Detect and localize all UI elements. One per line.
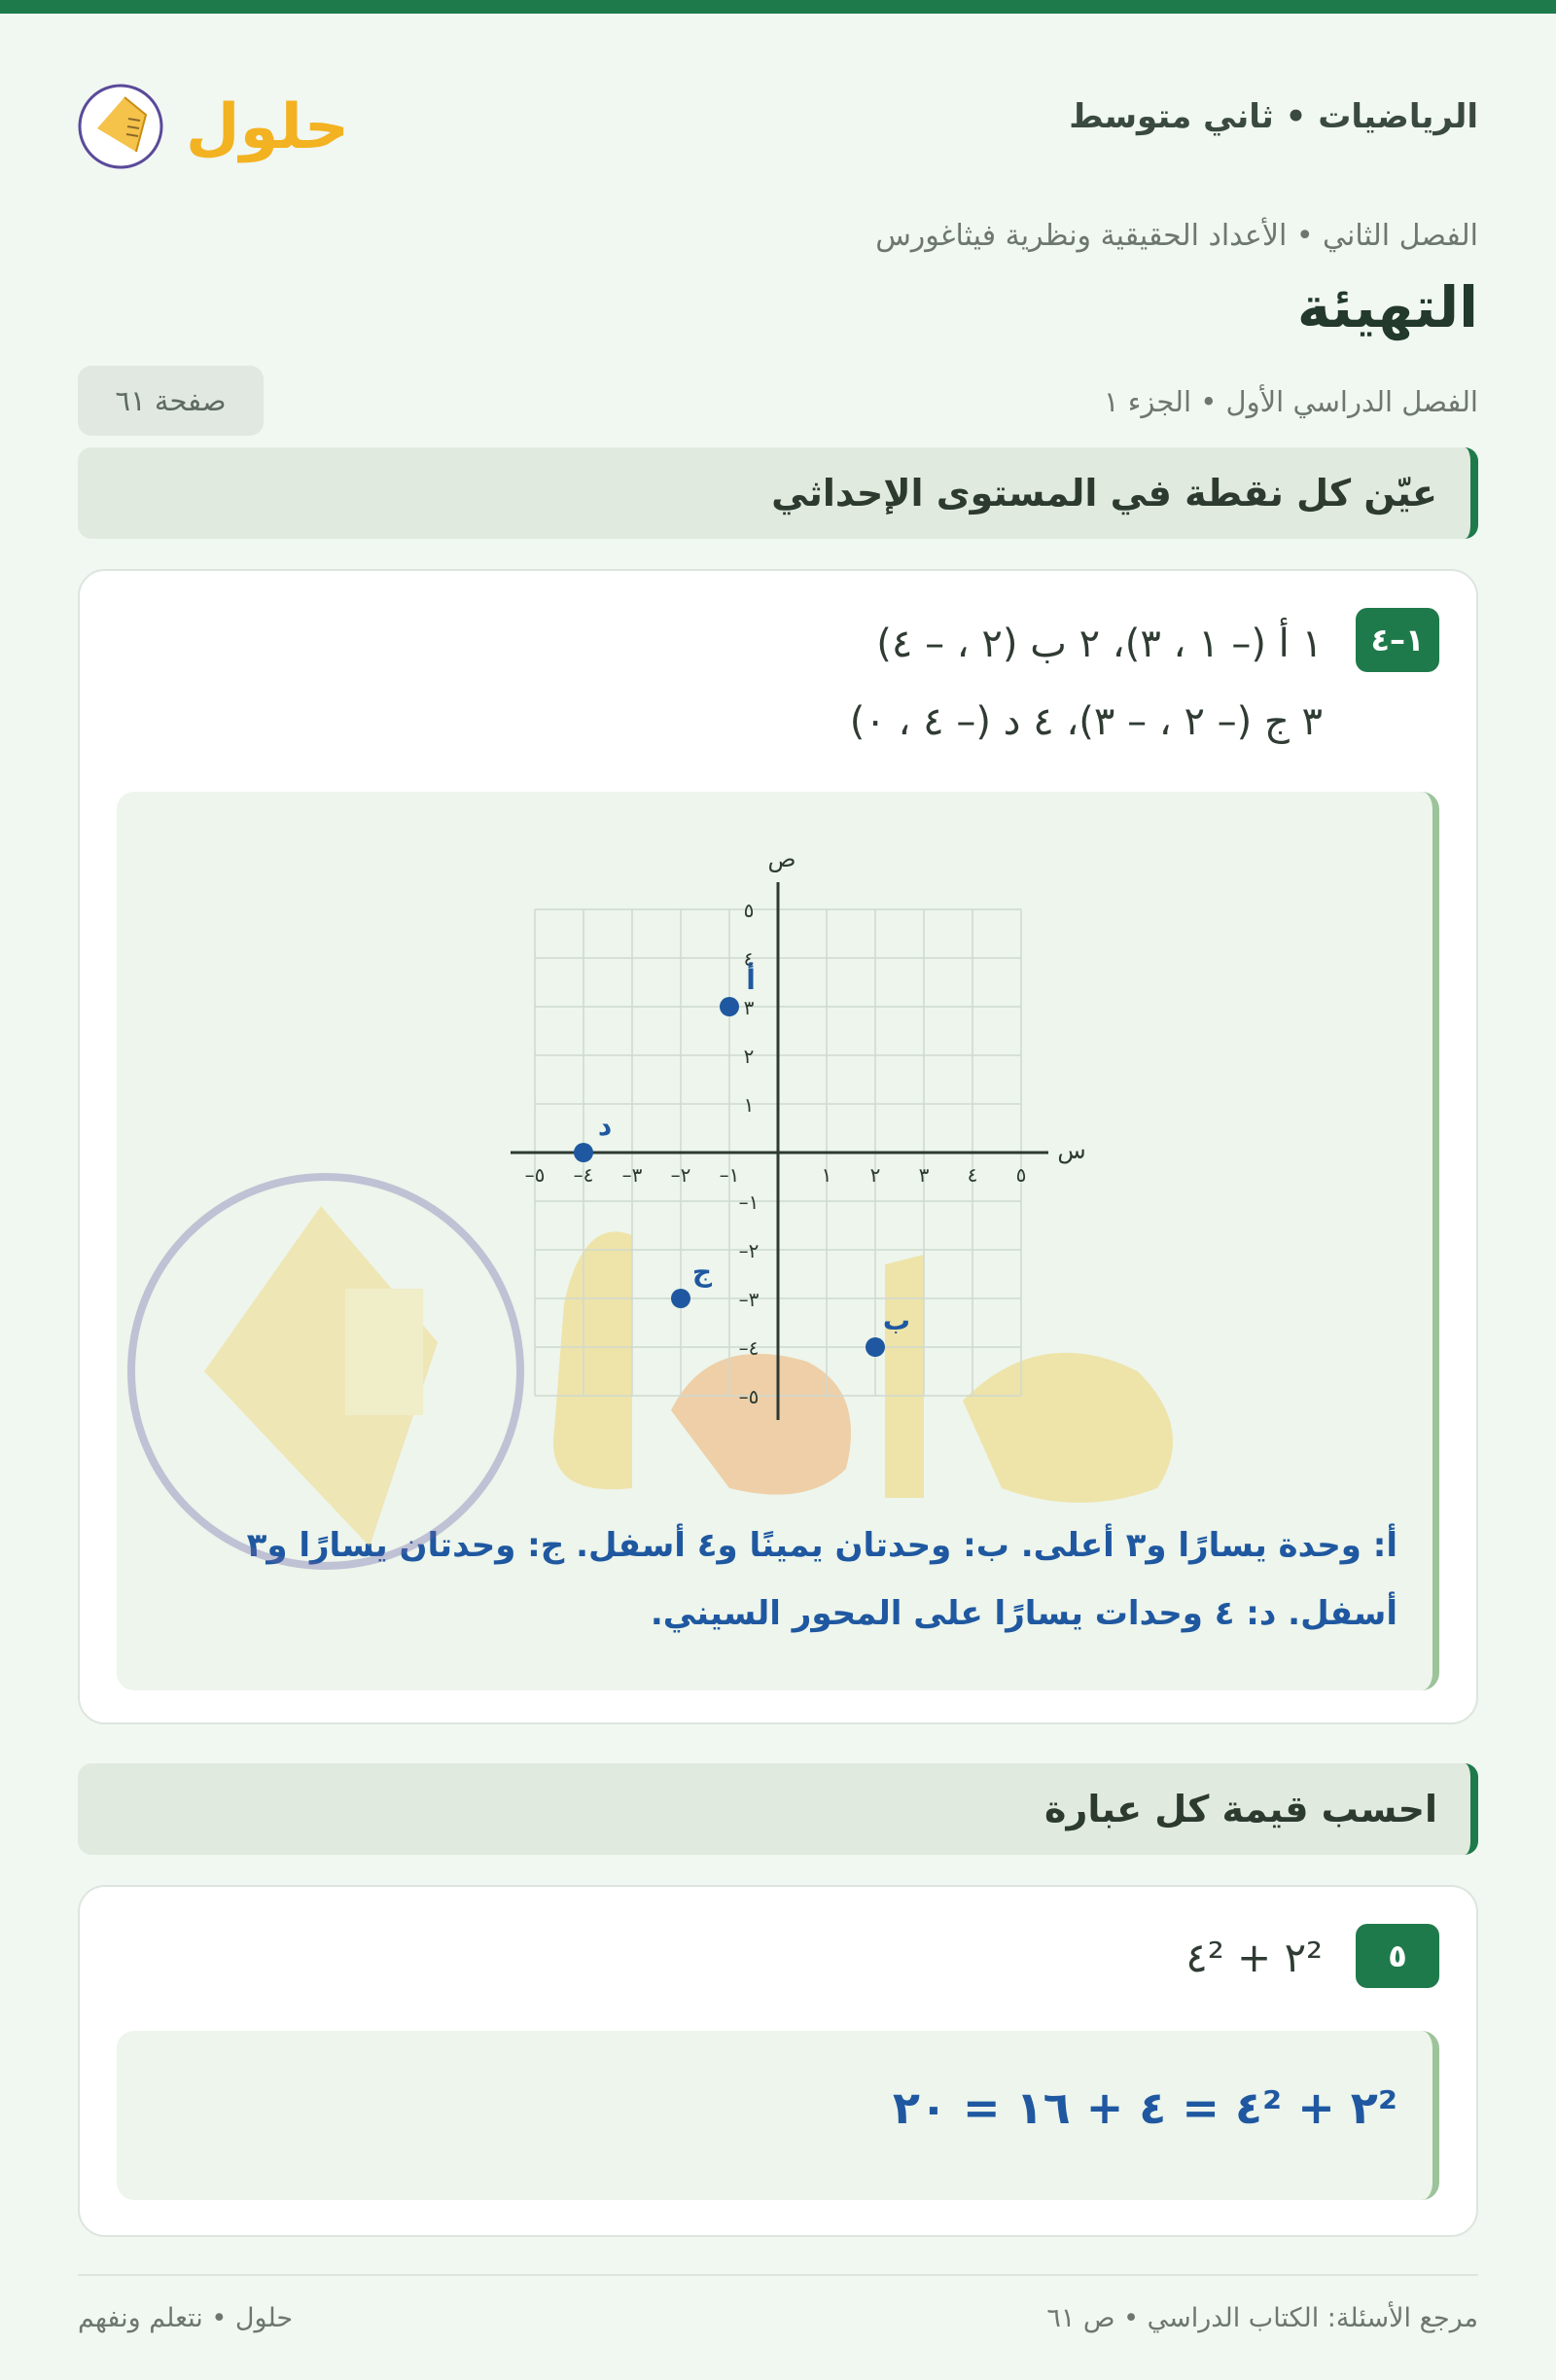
x-tick-label: ٣– <box>621 1163 643 1187</box>
footer-tagline: حلول • نتعلم ونفهم <box>78 2303 294 2333</box>
footer-reference: مرجع الأسئلة: الكتاب الدراسي • ص ٦١ <box>1046 2303 1478 2333</box>
answer-box-evaluate <box>117 2031 1439 2200</box>
answer-line: أ: وحدة يسارًا و٣ أعلى. ب: وحدتان يمينًا و٤ أسفل. ج: وحدتان يسارًا و٣ <box>246 1526 1397 1565</box>
top-accent-bar <box>0 0 1556 14</box>
header <box>78 68 1478 175</box>
point-label: ب <box>882 1304 911 1336</box>
point-د <box>574 1143 593 1162</box>
question-number-badge: ١–٤ <box>1356 608 1439 672</box>
question-card-evaluate <box>78 1885 1478 2237</box>
y-tick-label: ٢ <box>743 1045 755 1068</box>
x-tick-label: ١ <box>821 1163 832 1187</box>
y-tick-label: ٥– <box>738 1385 760 1408</box>
y-tick-label: ٤– <box>738 1336 760 1360</box>
x-tick-label: ٢ <box>869 1163 881 1187</box>
section-heading-evaluate: احسب قيمة كل عبارة <box>78 1763 1478 1855</box>
question-number-badge: ٥ <box>1356 1924 1439 1988</box>
chapter-label: الفصل الثاني • الأعداد الحقيقية ونظرية فيثاغورس <box>875 219 1478 253</box>
x-tick-label: ٣ <box>918 1163 930 1187</box>
y-axis-label: ص <box>767 845 796 872</box>
x-axis-label: س <box>1057 1137 1086 1164</box>
logo[interactable] <box>78 68 360 175</box>
x-tick-label: ٥– <box>524 1163 546 1187</box>
y-tick-label: ٢– <box>738 1239 760 1262</box>
answer-text <box>143 1511 1397 1648</box>
brand-title: الرياضيات • ثاني متوسط <box>1069 97 1478 136</box>
answer-line: أسفل. د: ٤ وحدات يسارًا على المحور السيني. <box>650 1594 1397 1633</box>
logo-text: حلول <box>186 91 349 163</box>
footer-divider <box>78 2274 1478 2276</box>
coordinate-plane-chart <box>457 817 1099 1439</box>
point-label: أ <box>746 964 756 996</box>
point-أ <box>720 997 739 1016</box>
x-tick-label: ٤– <box>573 1163 594 1187</box>
semester-label: الفصل الدراسي الأول • الجزء ١ <box>1103 385 1478 418</box>
y-tick-label: ١– <box>738 1190 760 1214</box>
y-tick-label: ١ <box>743 1093 755 1117</box>
question-expression: ٢² + ٤² <box>1185 1934 1323 1981</box>
section-heading-plot-points: عيّن كل نقطة في المستوى الإحداثي <box>78 447 1478 539</box>
question-line: ٣ ج (– ٢ ، – ٣)، ٤ د (– ٤ ، ٠) <box>849 699 1323 744</box>
x-tick-label: ١– <box>719 1163 740 1187</box>
y-tick-label: ٣ <box>743 996 755 1019</box>
x-tick-label: ٤ <box>967 1163 978 1187</box>
y-tick-label: ٤ <box>743 947 755 971</box>
point-label: د <box>597 1110 613 1142</box>
page-title: التهيئة <box>1296 274 1478 340</box>
point-ج <box>671 1289 690 1308</box>
y-tick-label: ٣– <box>738 1288 760 1311</box>
y-tick-label: ٥ <box>743 899 755 922</box>
x-tick-label: ٢– <box>670 1163 691 1187</box>
question-line: ١ أ (– ١ ، ٣)، ٢ ب (٢ ، – ٤) <box>876 622 1323 666</box>
page-number-badge: صفحة ٦١ <box>78 366 264 436</box>
x-tick-label: ٥ <box>1015 1163 1027 1187</box>
point-label: ج <box>691 1256 713 1288</box>
point-ب <box>866 1337 885 1357</box>
answer-equation: ٢² + ٤² = ٤ + ١٦ = ٢٠ <box>892 2081 1397 2134</box>
